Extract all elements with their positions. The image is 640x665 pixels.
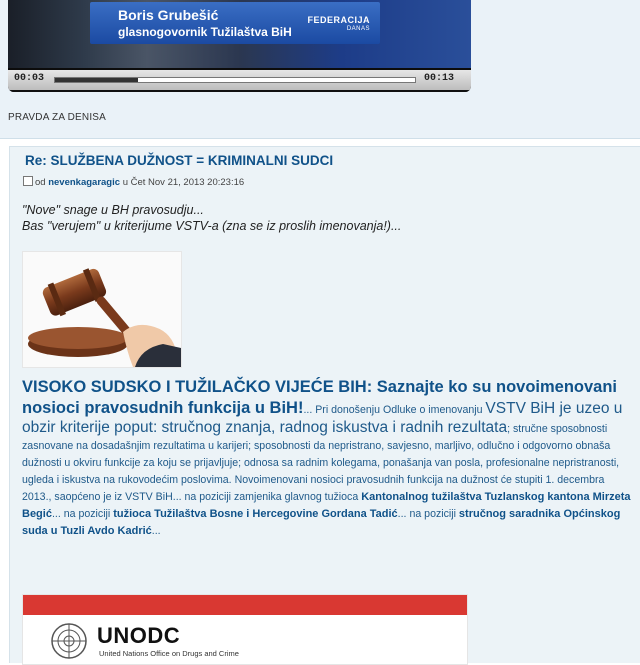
article-criteria: VSTV BiH je uzeo u obzir kriterije poput: stručnog znanja, radnog iskustva i radnih rezultata <box>22 400 623 436</box>
gavel-icon <box>23 252 181 367</box>
video-lower-third <box>90 2 380 44</box>
quote-line-2: Bas "verujem" u kriterijume VSTV-a (zna se iz proslih imenovanja!)... <box>22 219 402 233</box>
post-date: u Čet Nov 21, 2013 20:23:16 <box>122 177 245 188</box>
previous-post <box>0 0 640 139</box>
unodc-image <box>22 594 468 665</box>
meta-prefix: od <box>35 177 46 188</box>
article-headline-link[interactable]: VISOKO SUDSKO I TUŽILAČKO VIJEĆE BIH: Saznajte ko su novoimenovani nosioci pravosudnih funkcija u BiH! <box>22 378 618 417</box>
channel-logo-text: FEDERACIJA <box>307 15 370 25</box>
player-bottom-edge <box>8 90 471 92</box>
lower-third-title: glasnogovornik Tužilaštva BiH <box>118 25 292 39</box>
post-quote <box>22 202 401 234</box>
article-text-2: ; stručne sposobnosti zasnovane na dosadašnjim rezultatima u karijeri; sposobnosti da nepristrano, savjesno, marljivo, odlučno i odgovorno obnaša dužnosti u okviru funkcije za koju se prijavljuje; odnosa sa radnim kolegama, ponašanja van posla, profesionalne nepristranosti, ugleda i iskustva na rukovodećim poslovima. Novoimenovani nosioci pravosudnih funkcija na dužnost će stupiti 1. decembra 2013., saopćeno je iz VSTV BiH... na poziciji zamjenika glavnog tužioca <box>22 423 620 503</box>
article-bold-3: stručnog saradnika Općinskog suda u Tuzli Avdo Kadrić <box>22 508 621 537</box>
post-meta <box>23 176 244 188</box>
article-text-4: ... na poziciji <box>397 508 459 520</box>
article-bold-1: Kantonalnog tužilaštva Tuzlanskog kantona Mirzeta Begić <box>22 491 631 520</box>
quote-line-1: "Nove" snage u BH pravosudju... <box>22 203 204 217</box>
video-player[interactable] <box>8 0 471 92</box>
unodc-red-bar <box>23 595 467 615</box>
article-text-1: ... Pri donošenju Odluke o imenovanju <box>303 404 486 416</box>
unodc-logo-subtitle: United Nations Office on Drugs and Crime <box>99 649 239 658</box>
channel-logo-sub: DANAS <box>346 26 370 32</box>
post-title-link[interactable]: Re: SLUŽBENA DUŽNOST = KRIMINALNI SUDCI <box>25 153 334 168</box>
gavel-image <box>22 251 182 368</box>
post-signature: PRAVDA ZA DENISA <box>8 112 107 123</box>
video-seek-progress <box>55 78 138 82</box>
unodc-logo-name: UNODC <box>97 623 181 648</box>
video-time-current: 00:03 <box>14 73 45 84</box>
lower-third-name: Boris Grubešić <box>118 7 219 23</box>
video-frame[interactable] <box>8 0 471 68</box>
video-seek-bar[interactable] <box>54 77 416 83</box>
video-controls <box>8 70 471 90</box>
article-bold-2: tužioca Tužilaštva Bosne i Hercegovine Gordana Tadić <box>113 508 398 520</box>
un-emblem-icon <box>49 621 89 661</box>
post-icon[interactable] <box>23 176 33 186</box>
forum-post <box>9 146 640 663</box>
article-text-3: ... na poziciji <box>51 508 114 520</box>
article-text-5: ... <box>151 525 161 537</box>
video-time-total: 00:13 <box>424 73 455 84</box>
channel-logo <box>307 16 370 34</box>
article-excerpt <box>22 377 632 540</box>
author-link[interactable]: nevenkagaragic <box>48 177 121 188</box>
